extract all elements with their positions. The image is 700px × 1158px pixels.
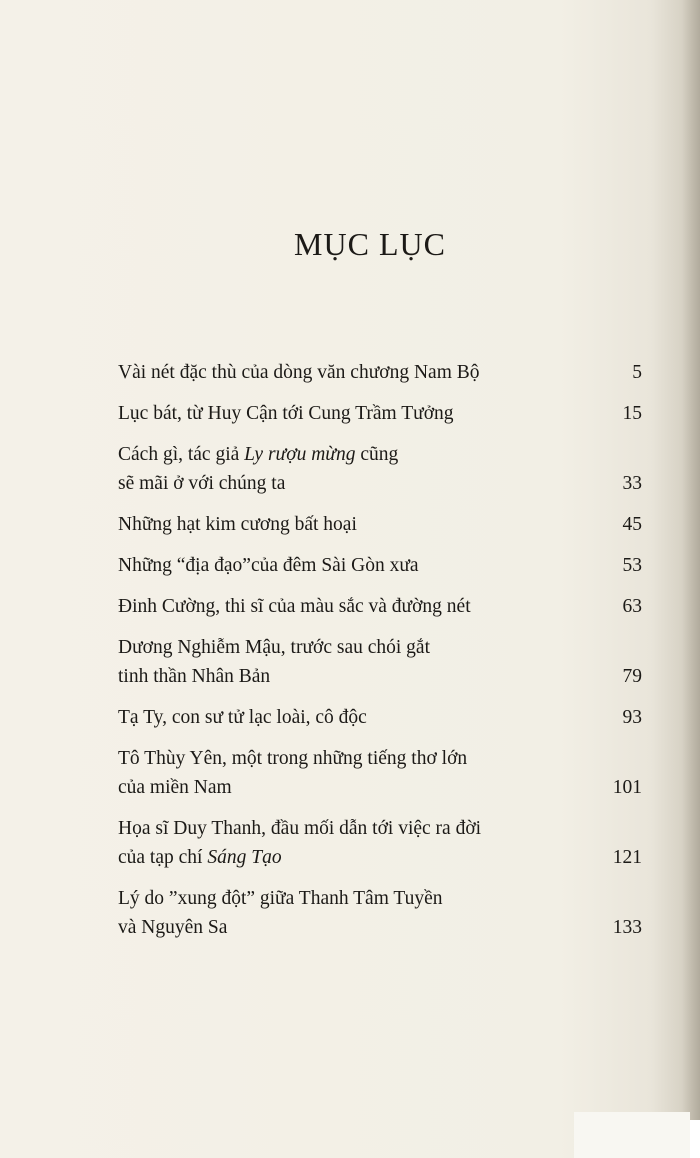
toc-list [118, 358, 642, 954]
toc-entry [118, 744, 642, 802]
toc-entry [118, 399, 642, 428]
toc-entry-title-continued: của tạp chí Sáng Tạo [118, 847, 282, 868]
toc-page-number: 133 [612, 917, 642, 938]
toc-page-number: 101 [612, 777, 642, 798]
scan-white-patch [574, 1112, 690, 1158]
toc-entry-title: Tạ Ty, con sư tử lạc loài, cô độc [118, 707, 367, 728]
toc-page-number: 63 [622, 596, 642, 617]
toc-page-number: 15 [622, 403, 642, 424]
toc-entry-title: Vài nét đặc thù của dòng văn chương Nam Bộ [118, 362, 480, 383]
toc-entry [118, 814, 642, 872]
toc-entry [118, 551, 642, 580]
toc-entry-title: Cách gì, tác giả Ly rượu mừng cũng [118, 444, 399, 465]
scan-edge-mark [690, 1120, 700, 1158]
toc-page-number: 121 [612, 847, 642, 868]
toc-entry-italic-title: Sáng Tạo [207, 847, 282, 868]
toc-entry-title: Lục bát, từ Huy Cận tới Cung Trầm Tưởng [118, 403, 454, 424]
toc-entry-title: Tô Thùy Yên, một trong những tiếng thơ lớn [118, 748, 468, 769]
toc-page-number: 93 [622, 707, 642, 728]
toc-entry-title: Họa sĩ Duy Thanh, đầu mối dẫn tới việc ra đời [118, 818, 482, 839]
toc-entry-title: Đinh Cường, thi sĩ của màu sắc và đường nét [118, 596, 471, 617]
toc-entry-title-continued: và Nguyên Sa [118, 917, 228, 938]
toc-page-number: 53 [622, 555, 642, 576]
toc-entry [118, 510, 642, 539]
toc-page-number: 45 [622, 514, 642, 535]
toc-entry [118, 592, 642, 621]
page-edge-shadow [682, 0, 700, 1158]
toc-entry [118, 358, 642, 387]
toc-entry-title-continued: sẽ mãi ở với chúng ta [118, 473, 286, 494]
toc-page-number: 79 [622, 666, 642, 687]
toc-entry [118, 703, 642, 732]
toc-entry-italic-title: Ly rượu mừng [244, 444, 356, 465]
toc-entry-title: Những “địa đạo”của đêm Sài Gòn xưa [118, 555, 419, 576]
toc-entry-title: Dương Nghiễm Mậu, trước sau chói gắt [118, 637, 430, 658]
toc-entry [118, 633, 642, 691]
toc-entry-title-continued: tinh thần Nhân Bản [118, 666, 271, 687]
toc-entry-title: Lý do ”xung đột” giữa Thanh Tâm Tuyền [118, 888, 443, 909]
toc-heading: MỤC LỤC [294, 226, 446, 262]
toc-entry [118, 440, 642, 498]
toc-entry-title-continued: của miền Nam [118, 777, 232, 798]
toc-page-number: 5 [632, 362, 642, 383]
toc-page-number: 33 [622, 473, 642, 494]
toc-entry [118, 884, 642, 942]
toc-entry-title: Những hạt kim cương bất hoại [118, 514, 357, 535]
